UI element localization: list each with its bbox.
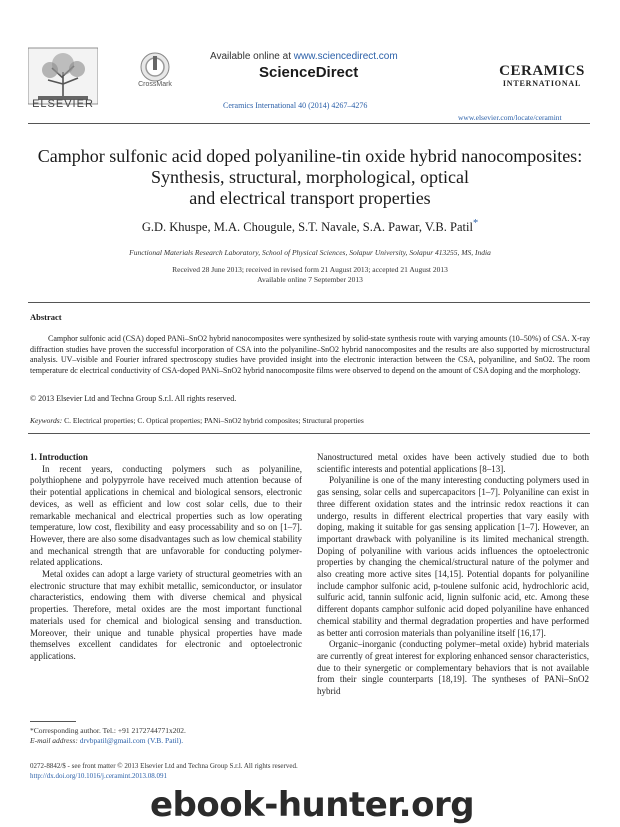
issn-line: 0272-8842/$ - see front matter © 2013 Elsevier Ltd and Techna Group S.r.l. All rights reserved.: [30, 762, 298, 770]
title-line-1: Camphor sulfonic acid doped polyaniline-tin oxide hybrid nanocomposites:: [37, 146, 583, 166]
journal-logo: [494, 64, 590, 88]
header-divider: [28, 123, 590, 124]
footnote-divider: [30, 721, 76, 722]
crossmark-label: CrossMark: [138, 81, 172, 88]
right-paragraph-3: Organic–inorganic (conducting polymer–metal oxide) hybrid materials are currently of great interest for exploring enhanced sensor characteristics, due to their synergetic or complementary behaviors that is not available from their single counterparts [18,19]. The syntheses of PANi–SnO2 hybrid: [317, 639, 589, 697]
section-heading-introduction: 1. Introduction: [30, 452, 88, 462]
right-paragraph-2: Polyaniline is one of the many interesting conducting polymers used in gas sensing, solar cells and supercapacitors [1–7]. Polyaniline can exist in three different oxidation states and the intrinsic redox reactions it can undergo, results in different electrical properties that vary easily with doping, making it suitable for gas sensing application [1–7]. However, an important drawback with polyaniline is its limited mechanical strength. Doping of polyaniline with various acids influences the optoelectronic properties by changing the chemical/structural nature of the polymer and also creating more active sites [14,15]. Potential dopants for polyaniline include camphor sulfonic acid, p-toulene sulfonic acid, hydrochloric acid, sulfuric acid, tannin sulfonic acid, lignin sulfonic acid, etc. Among these different dopants camphor sulfonic acid doped polyaniline have enhanced chemical stability and thermal degradation properties and have performed as better anti corrosion materials than polyaniline itself [16,17].: [317, 475, 589, 638]
email-line: [30, 736, 186, 746]
journal-citation-link[interactable]: Ceramics International 40 (2014) 4267–4276: [223, 101, 368, 110]
journal-logo-line1: CERAMICS: [499, 63, 585, 79]
article-dates: [30, 265, 590, 285]
footnote: [30, 726, 186, 746]
title-line-2: Synthesis, structural, morphological, optical: [151, 167, 469, 187]
platform-name: ScienceDirect: [259, 64, 359, 81]
author-list: [30, 218, 590, 235]
available-online-line: [210, 51, 398, 62]
watermark-text: ebook-hunter.org: [150, 785, 475, 825]
abstract-top-divider: [28, 302, 590, 303]
available-text: Available online at: [210, 51, 291, 62]
body-right-column: [317, 452, 589, 698]
keywords-list: C. Electrical properties; C. Optical properties; PANi–SnO2 hybrid composites; Structural properties: [64, 416, 364, 425]
email-label: E-mail address:: [30, 736, 78, 745]
front-matter-info: [30, 762, 298, 781]
article-title: [30, 146, 590, 209]
abstract-heading: Abstract: [30, 312, 62, 322]
body-left-column: [30, 452, 302, 663]
keywords-line: [30, 416, 364, 425]
doi-link[interactable]: http://dx.doi.org/10.1016/j.ceramint.2013.08.091: [30, 771, 167, 780]
right-paragraph-1: Nanostructured metal oxides have been actively studied due to both scientific interests and potential applications [8–13].: [317, 452, 589, 474]
available-online-date: Available online 7 September 2013: [257, 275, 363, 284]
keywords-label: Keywords:: [30, 416, 63, 425]
email-link[interactable]: drvbpatil@gmail.com (V.B. Patil).: [79, 736, 184, 745]
sciencedirect-link[interactable]: www.sciencedirect.com: [293, 51, 398, 62]
abstract-text: Camphor sulfonic acid (CSA) doped PANi–SnO2 hybrid nanocomposites were synthesized by solid-state synthesis route with varying amounts (10–50%) of CSA. X-ray diffraction studies have proven the successful incorporation of CSA into the polyaniline–SnO2 hybrid nanocomposites and the results are also supported by microstructural analysis. UV–visible and Fourier infrared spectroscopy studies have provided insight into the electronic interaction between the CSA, polyaniline, and SnO2. The room temperature dc electrical conductivity of CSA-doped PANi–SnO2 hybrid nanocomposite films were observed to depend on the amount of CSA doping and the morphology.: [30, 334, 590, 375]
authors-text: G.D. Khuspe, M.A. Chougule, S.T. Navale, S.A. Pawar, V.B. Patil: [141, 220, 473, 235]
abstract-copyright: © 2013 Elsevier Ltd and Techna Group S.r.l. All rights reserved.: [30, 394, 237, 403]
received-dates: Received 28 June 2013; received in revised form 21 August 2013; accepted 21 August 2013: [172, 265, 448, 274]
abstract-bottom-divider: [28, 433, 590, 434]
journal-logo-line2: INTERNATIONAL: [502, 79, 582, 88]
corresponding-author-note: *Corresponding author. Tel.: +91 2172744771x202.: [30, 726, 186, 735]
corresponding-author-mark[interactable]: *: [472, 218, 479, 229]
publisher-name: ELSEVIER: [32, 98, 94, 110]
intro-paragraph-2: Metal oxides can adopt a large variety of structural geometries with an electronic structure that may exhibit metallic, semiconductor, or insulator characteristics, endowing them with diverse chemical and physical properties. Therefore, metal oxides are the most important functional materials used for chemical and biological sensing and transduction. Moreover, their unique and tunable physical properties have made themselves excellent candidates for electronic and optoelectronic applications.: [30, 569, 302, 661]
crossmark-icon[interactable]: [140, 52, 170, 82]
intro-paragraph-1: In recent years, conducting polymers such as polyaniline, polythiophene and polypyrrole have received much attention because of their potential applications in chemical and biological sensors, electronic devices, as well as efficient and low cost solar cells, due to their remarkable mechanical and electrical properties such as low operating temperature, low cost, flexibility and easy processability and so on [1–7]. However, there are also some disadvantages such as low chemical stability and mechanical strength that are unfavorable for conducting polymer-related applications.: [30, 463, 302, 568]
journal-url-link[interactable]: www.elsevier.com/locate/ceramint: [458, 113, 562, 122]
title-line-3: and electrical transport properties: [189, 188, 431, 208]
affiliation: Functional Materials Research Laboratory, School of Physical Sciences, Solapur University, Solapur 413255, MS, India: [129, 248, 491, 257]
